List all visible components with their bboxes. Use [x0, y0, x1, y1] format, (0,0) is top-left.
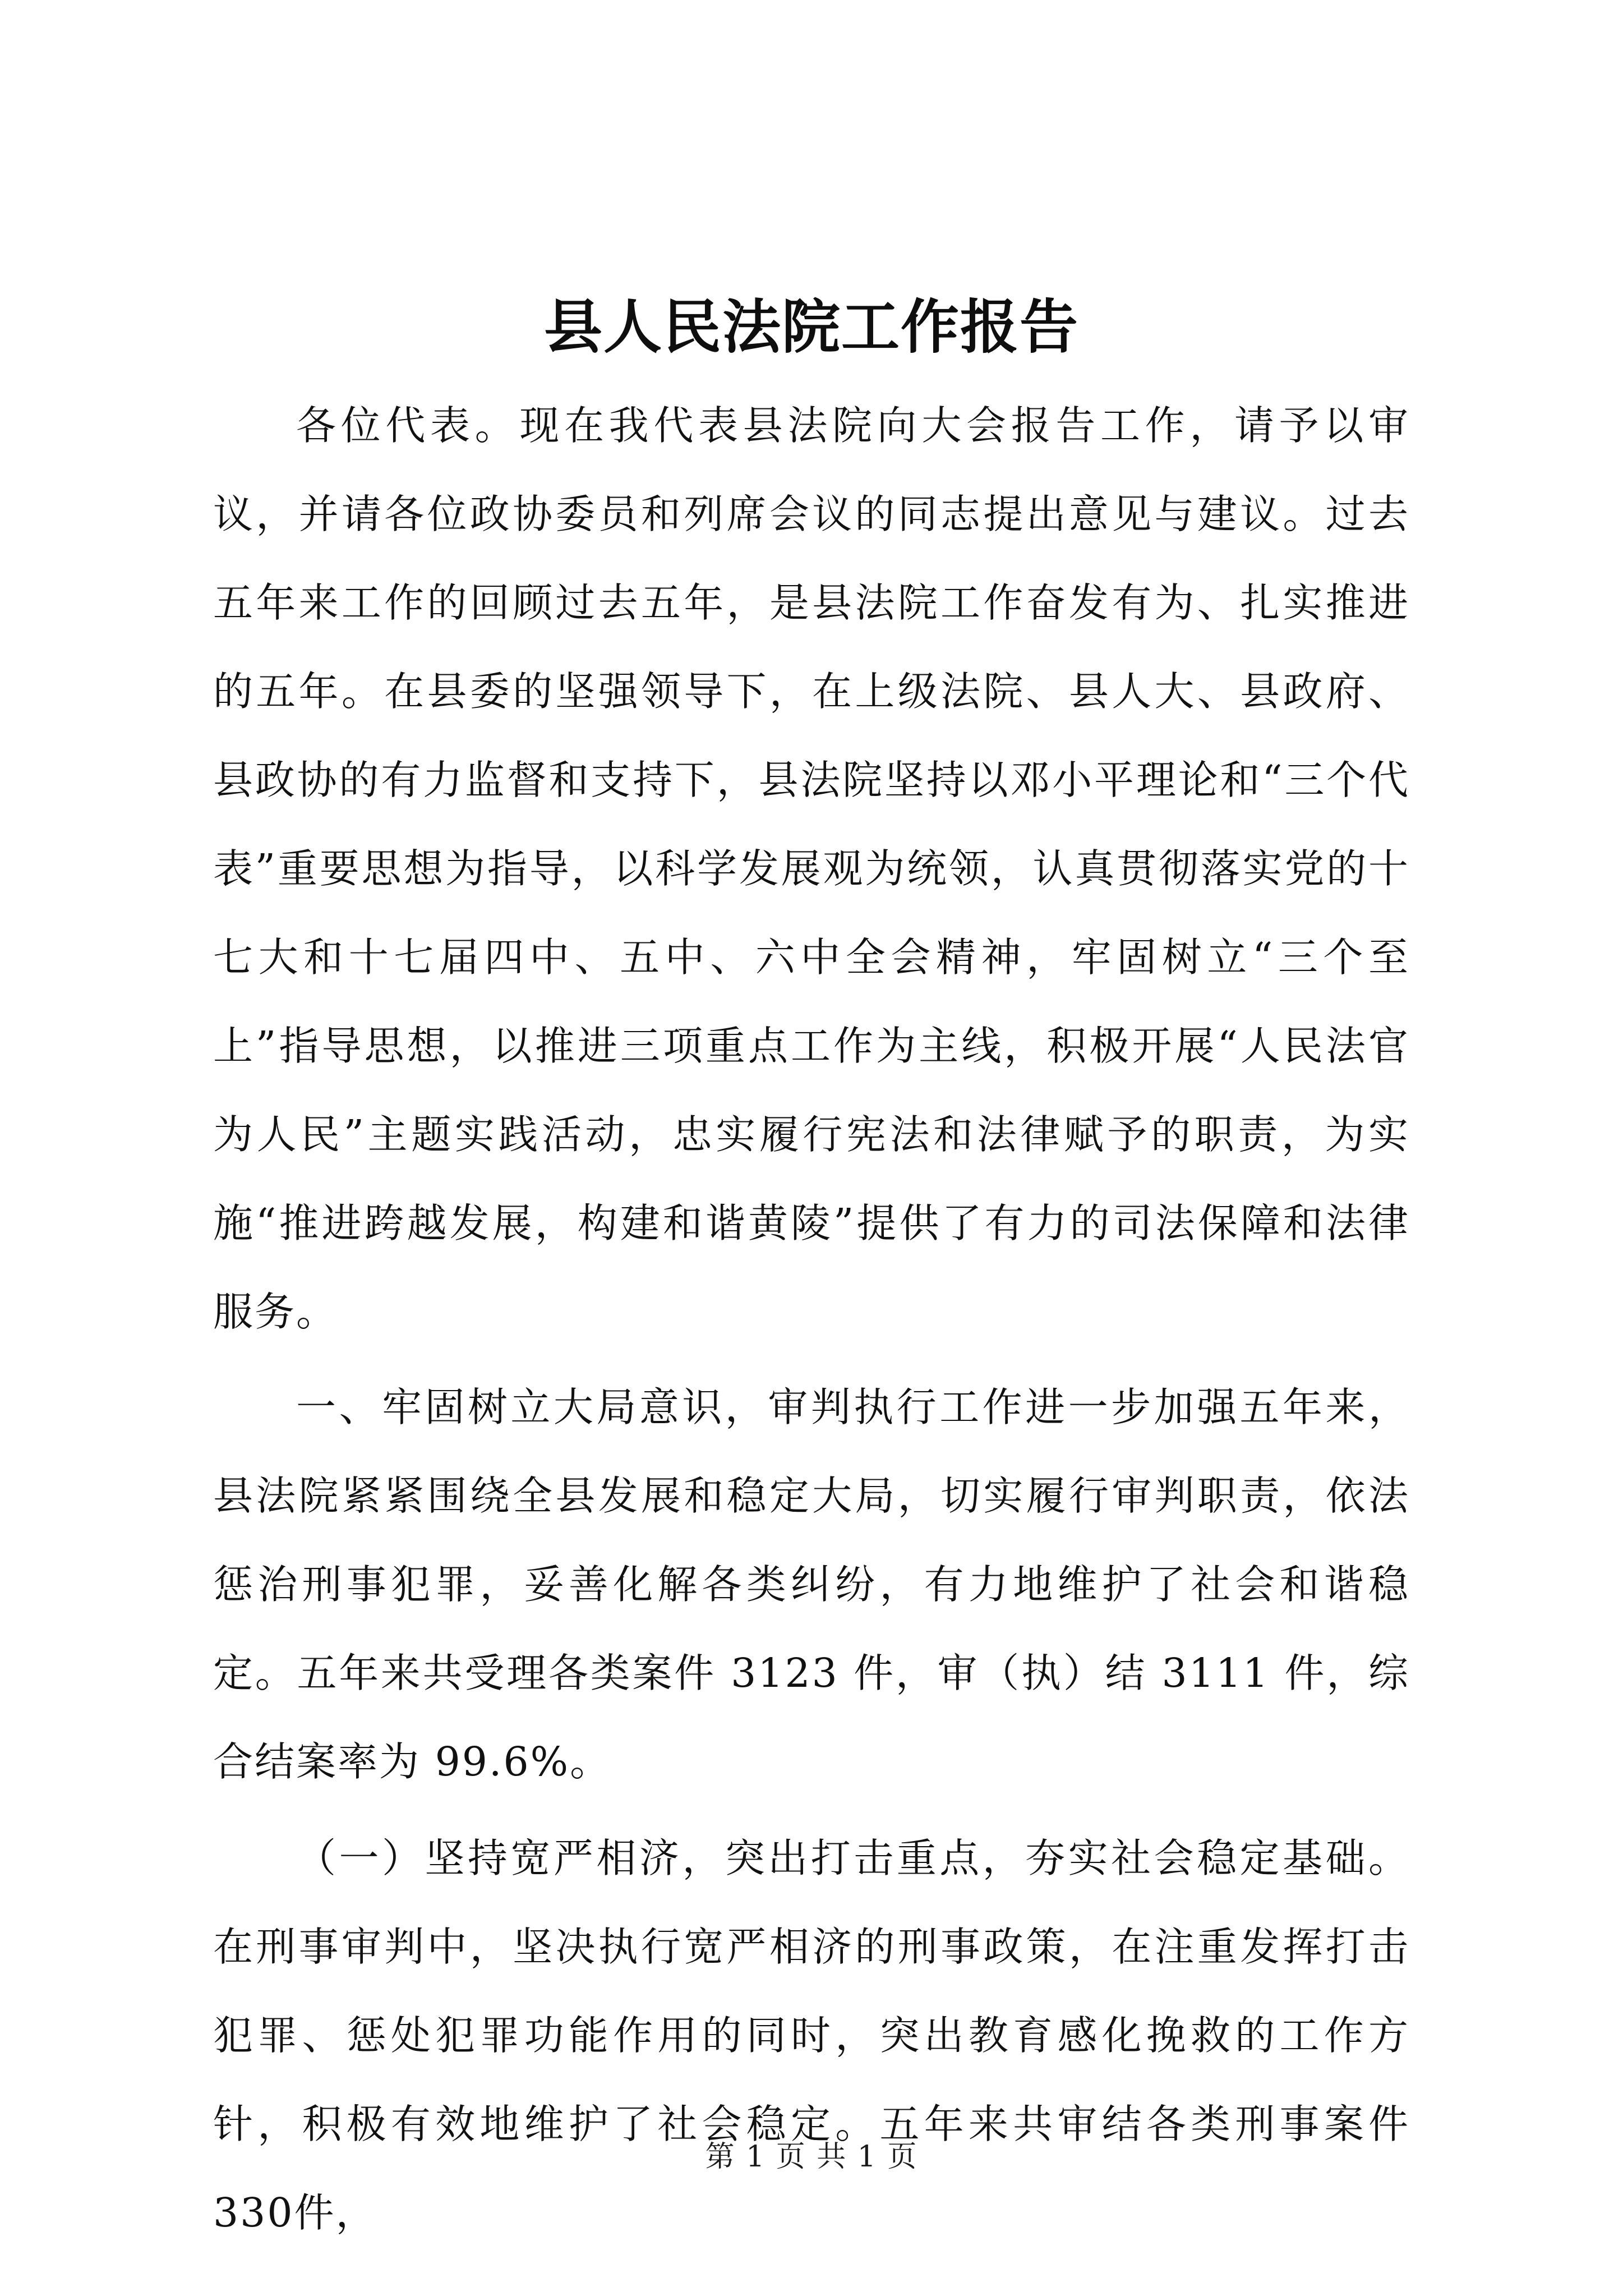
- paragraph-section-one: 一、牢固树立大局意识，审判执行工作进一步加强五年来，县法院紧紧围绕全县发展和稳定大局，切实履行审判职责，依法惩治刑事犯罪，妥善化解各类纠纷，有力地维护了社会和谐稳定。五年来共受理各类案件 3123 件，审（执）结 3111 件，综合结案率为 99.6%。: [213, 1384, 1410, 1785]
- page-title: 县人民法院工作报告: [543, 292, 1079, 361]
- paragraph-opening: 各位代表。现在我代表县法院向大会报告工作，请予以审议，并请各位政协委员和列席会议的同志提出意见与建议。过去五年来工作的回顾过去五年，是县法院工作奋发有为、扎实推进的五年。在县委的坚强领导下，在上级法院、县人大、县政府、县政协的有力监督和支持下，县法院坚持以邓小平理论和“三个代表”重要思想为指导，以科学发展观为统领，认真贯彻落实党的十七大和十七届四中、五中、六中全会精神，牢固树立“三个至上”指导思想，以推进三项重点工作为主线，积极开展“人民法官为人民”主题实践活动，忠实履行宪法和法律赋予的职责，为实施“推进跨越发展，构建和谐黄陵”提供了有力的司法保障和法律服务。: [213, 402, 1410, 1335]
- document-body: [213, 381, 1410, 2257]
- page-number-footer: 第 1 页 共 1 页: [705, 2140, 918, 2174]
- paragraph-subsection-one: （一）坚持宽严相济，突出打击重点，夯实社会稳定基础。在刑事审判中，坚决执行宽严相济的刑事政策，在注重发挥打击犯罪、惩处犯罪功能作用的同时，突出教育感化挽救的工作方针，积极有效地维护了社会稳定。五年来共审结各类刑事案件330件，: [213, 1835, 1410, 2236]
